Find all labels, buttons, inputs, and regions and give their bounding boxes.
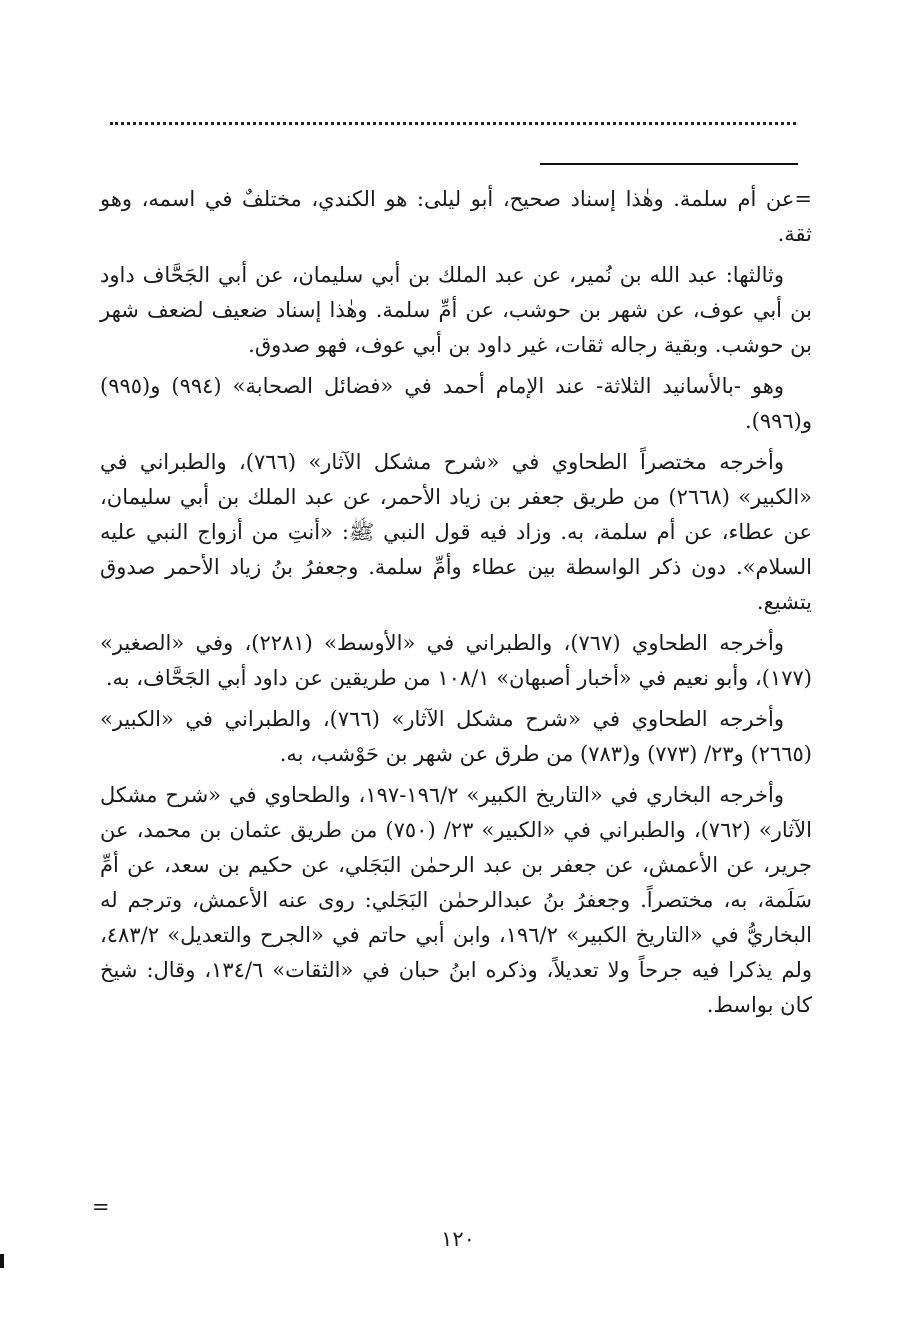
footnote-paragraph-1: =عن أم سلمة. وهٰذا إسناد صحيح، أبو ليلى: هو الكندي، مختلفٌ في اسمه، وهو ثقة. [100, 187, 812, 246]
continuation-mark: = [92, 1195, 110, 1219]
footnote-rule [540, 163, 798, 165]
footnote-paragraph-7: وأخرجه البخاري في «التاريخ الكبير» ١٩٦/٢-١٩٧، والطحاوي في «شرح مشكل الآثار» (٧٦٢)، والطبراني في «الكبير» ٢٣/ (٧٥٠) من طريق عثمان بن محمد، عن جرير، عن الأعمش، عن جعفر بن عبد الرحمٰن البَجَلي، عن حكيم بن سعد، عن أمِّ سَلَمة، به، مختصراً. وجعفرُ بنُ عبدالرحمٰن البَجَلي: روى عنه الأعمش، وترجم له البخاريُّ في «التاريخ الكبير» ١٩٦/٢، وابن أبي حاتم في «الجرح والتعديل» ٤٨٣/٢، ولم يذكرا فيه جرحاً ولا تعديلاً، وذكره ابنُ حبان في «الثقات» ١٣٤/٦، وقال: شيخ كان بواسط. [100, 783, 812, 1017]
footnote-text [100, 182, 812, 1029]
footnote-paragraph-5: وأخرجه الطحاوي (٧٦٧)، والطبراني في «الأوسط» (٢٢٨١)، وفي «الصغير» (١٧٧)، وأبو نعيم في «أخبار أصبهان» ١٠٨/١ من طريقين عن داود أبي الجَحَّاف، به. [100, 631, 812, 690]
dotted-separator [110, 122, 796, 125]
footnote-paragraph-4: وأخرجه مختصراً الطحاوي في «شرح مشكل الآثار» (٧٦٦)، والطبراني في «الكبير» (٢٦٦٨) من طريق جعفر بن زياد الأحمر، عن عبد الملك بن أبي سليمان، عن عطاء، عن أم سلمة، به. وزاد فيه قول النبي ﷺ: «أنتِ من أزواج النبي عليه السلام». دون ذكر الواسطة بين عطاء وأمِّ سلمة. وجعفرُ بنُ زياد الأحمر صدوق يتشيع. [100, 450, 813, 614]
page-number: ١٢٠ [441, 1227, 475, 1251]
footnote-paragraph-2: وثالثها: عبد الله بن نُمير، عن عبد الملك بن أبي سليمان، عن أبي الجَحَّاف داود بن أبي عوف، عن شهر بن حوشب، عن أمِّ سلمة. وهٰذا إسناد ضعيف لضعف شهر بن حوشب. وبقية رجاله ثقات، غير داود بن أبي عوف، فهو صدوق. [100, 263, 812, 357]
footnote-paragraph-6: وأخرجه الطحاوي في «شرح مشكل الآثار» (٧٦٦)، والطبراني في «الكبير» (٢٦٦٥) و٢٣/ (٧٧٣) و(٧٨٣) من طرق عن شهر بن حَوْشب، به. [100, 707, 812, 766]
edge-mark [0, 1254, 4, 1268]
footnote-paragraph-3: وهو -بالأسانيد الثلاثة- عند الإمام أحمد في «فضائل الصحابة» (٩٩٤) و(٩٩٥) و(٩٩٦). [100, 374, 812, 433]
